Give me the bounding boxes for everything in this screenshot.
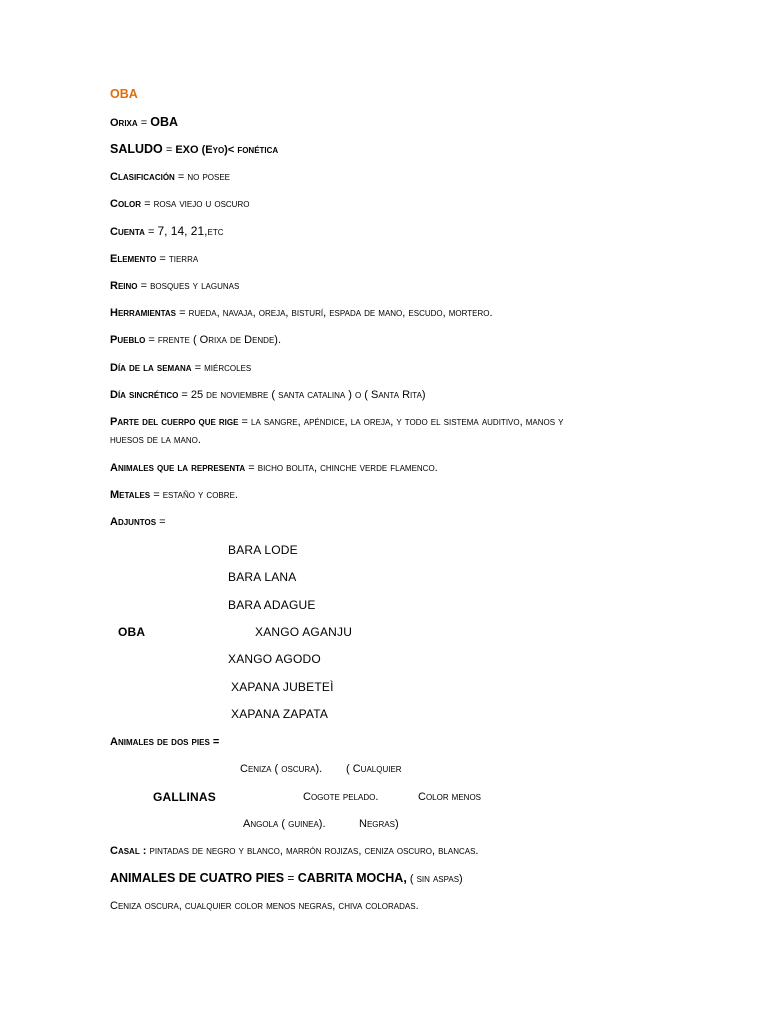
- field-metales: Metales = estaño y cobre.: [110, 489, 238, 501]
- field-parte-cuerpo-cont: huesos de la mano.: [110, 434, 201, 446]
- adjunto-item: XAPANA JUBETEÌ: [231, 680, 334, 694]
- field-herramientas: Herramientas = rueda, navaja, oreja, bisturí, espada de mano, escudo, mortero.: [110, 307, 493, 319]
- field-elemento: Elemento = tierra: [110, 253, 199, 265]
- dos-pies-line2b: Color menos: [418, 791, 482, 803]
- field-parte-cuerpo: Parte del cuerpo que rige = la sangre, apéndice, la oreja, y todo el sistema auditivo, manos y: [110, 416, 564, 428]
- dos-pies-line1: Ceniza ( oscura).: [240, 763, 323, 775]
- adjunto-item: XANGO AGANJU: [255, 625, 353, 639]
- dos-pies-label: Animales de dos pies =: [110, 736, 220, 748]
- adjunto-item: BARA LANA: [228, 570, 297, 584]
- page-title: OBA: [110, 87, 138, 101]
- field-dia-sincretico: Día sincrético = 25 de noviembre ( santa catalina ) o ( Santa Rita): [110, 389, 426, 401]
- gallinas-label: GALLINAS: [153, 790, 216, 804]
- field-animales-representa: Animales que la representa = bicho bolita, chinche verde flamenco.: [110, 462, 438, 474]
- last-line: Ceniza oscura, cualquier color menos negras, chiva coloradas.: [110, 900, 419, 912]
- adjunto-item: XAPANA ZAPATA: [231, 707, 329, 721]
- field-saludo: SALUDO = EXO (Eyo)< fonética: [110, 142, 279, 156]
- adjuntos-center-label: OBA: [118, 625, 146, 639]
- cuatro-pies-line: ANIMALES DE CUATRO PIES = CABRITA MOCHA, ( sin aspas): [110, 871, 463, 885]
- field-adjuntos: Adjuntos =: [110, 516, 166, 528]
- adjunto-item: XANGO AGODO: [228, 652, 321, 666]
- field-pueblo: Pueblo = frente ( Orixa de Dende).: [110, 334, 282, 346]
- adjunto-item: BARA LODE: [228, 543, 298, 557]
- dos-pies-line3: Angola ( guinea).: [243, 818, 326, 830]
- field-color: Color = rosa viejo u oscuro: [110, 198, 250, 210]
- field-orixa: Orixa = OBA: [110, 115, 178, 129]
- dos-pies-line1b: ( Cualquier: [346, 763, 402, 775]
- field-cuenta: Cuenta = 7, 14, 21,etc: [110, 224, 224, 238]
- dos-pies-line3b: Negras): [359, 818, 399, 830]
- field-label: SALUDO: [110, 142, 163, 156]
- adjunto-item: BARA ADAGUE: [228, 598, 316, 612]
- field-label: Orixa: [110, 117, 138, 129]
- field-dia-semana: Día de la semana = miércoles: [110, 362, 252, 374]
- dos-pies-line2: Cogote pelado.: [303, 791, 379, 803]
- field-reino: Reino = bosques y lagunas: [110, 280, 240, 292]
- field-clasificacion: Clasificación = no posee: [110, 171, 231, 183]
- casal-line: Casal : pintadas de negro y blanco, marrón rojizas, ceniza oscuro, blancas.: [110, 845, 479, 857]
